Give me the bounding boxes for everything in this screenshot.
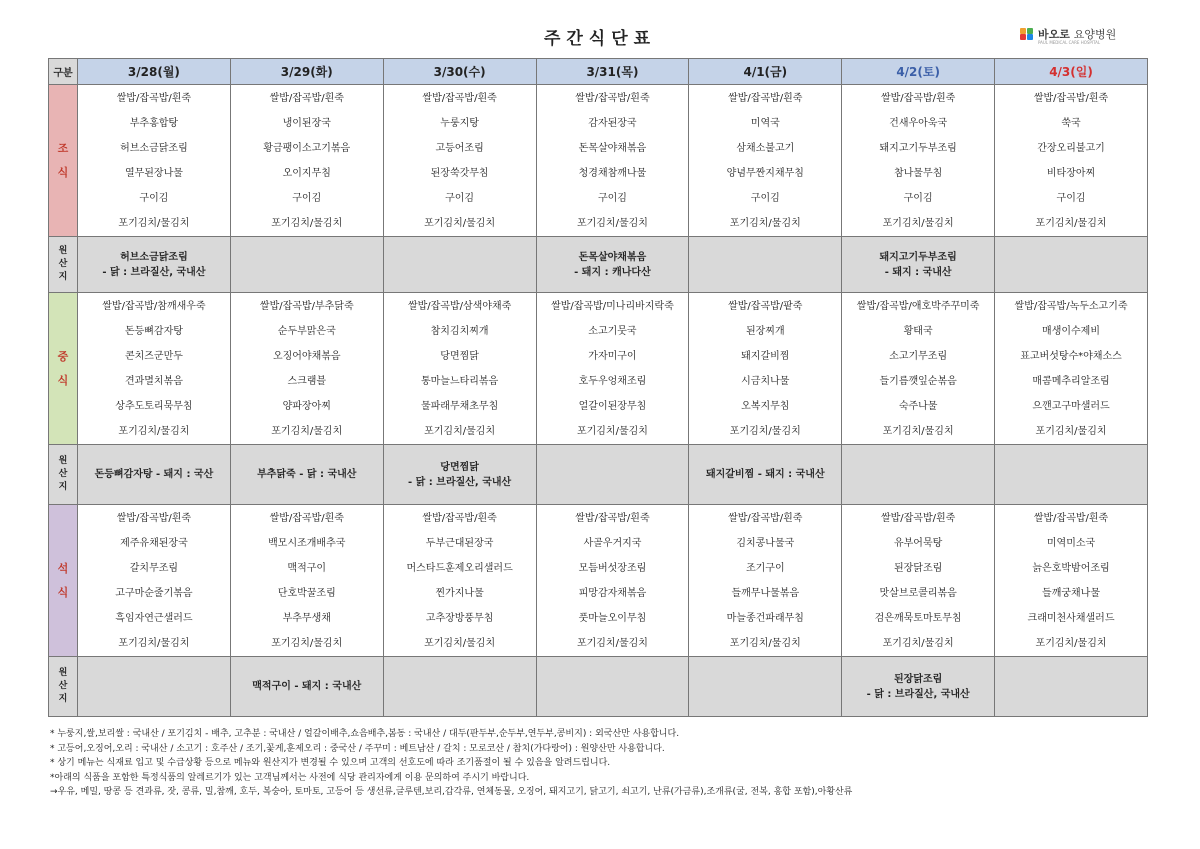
origin-cell (842, 657, 995, 717)
day-header-sun: 4/3(일) (995, 59, 1148, 85)
menu-item: 포기김치/물김치 (271, 638, 343, 649)
origin-line: - 닭 : 브라질산, 국내산 (102, 266, 206, 278)
lunch-cell (842, 293, 995, 445)
lunch-cell (78, 293, 231, 445)
menu-item: 당면찜닭 (440, 351, 479, 362)
origin-line: 부추닭죽 - 닭 : 국내산 (257, 469, 357, 480)
footnote: * 고등어,오징어,오리 : 국내산 / 소고기 : 호주산 / 조기,꽃게,훈제오리 : 중국산 / 주꾸미 : 베트남산 / 갈치 : 모로코산 / 참치(가다랑어) : 원양산만 사용합니다. (50, 743, 665, 754)
menu-item: 호두우엉채조림 (578, 376, 647, 387)
menu-item: 포기김치/물김치 (424, 426, 496, 437)
breakfast-cell (536, 85, 689, 237)
menu-item: 포기김치/물김치 (576, 218, 648, 229)
logo-tagline: PAUL MEDICAL CARE HOSPITAL (1038, 40, 1101, 45)
menu-item: 쌀밥/잡곡밥/흰죽 (116, 93, 192, 104)
menu-item: 쌀밥/잡곡밥/흰죽 (728, 93, 803, 104)
menu-item: 쌀밥/잡곡밥/흰죽 (422, 513, 497, 524)
menu-item: 부추홍합탕 (129, 118, 179, 129)
menu-item: 쌀밥/잡곡밥/흰죽 (880, 513, 956, 524)
menu-item: 비타장아찌 (1046, 168, 1096, 179)
menu-item: 두부근대된장국 (425, 538, 494, 549)
dinner-origin-row (49, 657, 1148, 717)
menu-item: 마늘종건파래무침 (726, 613, 804, 624)
origin-cell (383, 657, 536, 717)
origin-cell (689, 237, 842, 293)
lunch-cell (536, 293, 689, 445)
origin-line: - 닭 : 브라질산, 국내산 (408, 476, 512, 488)
menu-item: 포기김치/물김치 (882, 638, 954, 649)
origin-cell (230, 237, 383, 293)
menu-item: 얼갈이된장무침 (578, 401, 647, 412)
menu-item: 된장닭조림 (893, 563, 943, 574)
origin-cell (78, 237, 231, 293)
day-header-mon: 3/28(월) (78, 59, 231, 85)
lunch-cell (230, 293, 383, 445)
footnote: * 누룽지,쌀,보리쌀 : 국내산 / 포기김치 - 배추, 고추분 : 국내산 / 얼갈이배추,쇼음배추,봄동 : 국내산 / 대두(판두부,순두부,연두부,콩비지) : 외국산만 사용합니다. (50, 729, 680, 739)
menu-item: 쌀밥/잡곡밥/흰죽 (269, 513, 344, 524)
menu-item: 소고기뭇국 (588, 326, 637, 337)
menu-item: 포기김치/물김치 (729, 426, 801, 437)
menu-item: 쌀밥/잡곡밥/흰죽 (1033, 93, 1109, 104)
dinner-cell (230, 505, 383, 657)
origin-line: - 돼지 : 캐나다산 (574, 266, 651, 278)
origin-cell (995, 445, 1148, 505)
origin-cell (689, 657, 842, 717)
menu-item: 크래미천사채샐러드 (1027, 613, 1115, 624)
menu-item: 들깨궁채나물 (1042, 588, 1101, 599)
lunch-label (49, 293, 78, 445)
menu-item: 통마늘느타리볶음 (420, 376, 499, 387)
menu-item: 피망감자채볶음 (578, 588, 647, 599)
menu-item: 쌀밥/잡곡밥/흰죽 (728, 513, 803, 524)
menu-item: 유부어묵탕 (893, 538, 943, 549)
menu-item: 쌀밥/잡곡밥/미나리바지락죽 (551, 301, 674, 312)
menu-item: 김치콩나물국 (736, 538, 795, 549)
logo-mark-icon (1020, 28, 1034, 40)
menu-item: 쌀밥/잡곡밥/삼색야채죽 (407, 301, 512, 312)
meal-label-char: 식 (57, 165, 69, 179)
menu-item: 냉이된장국 (282, 118, 331, 129)
menu-item: 포기김치/물김치 (1035, 426, 1107, 437)
day-header-thu: 3/31(목) (536, 59, 689, 85)
menu-item: 간장오리불고기 (1037, 143, 1105, 154)
meal-label-char: 지 (58, 482, 68, 492)
origin-cell (230, 445, 383, 505)
origin-label (49, 657, 78, 717)
origin-cell (995, 657, 1148, 717)
menu-item: 부추무생채 (282, 613, 331, 624)
menu-item: 가자미구이 (588, 351, 637, 362)
menu-item: 맛살브로콜리볶음 (879, 588, 957, 599)
dinner-cell (995, 505, 1148, 657)
menu-item: 포기김치/물김치 (1035, 638, 1107, 649)
origin-cell (78, 657, 231, 717)
origin-line: 맥적구이 - 돼지 : 국내산 (252, 681, 362, 692)
menu-item: 제주유채된장국 (120, 538, 188, 549)
menu-item: 미역미소국 (1046, 538, 1096, 549)
meal-label-char: 조 (57, 141, 69, 155)
menu-item: 포기김치/물김치 (118, 638, 190, 649)
menu-item: 쌀밥/잡곡밥/녹두소고기죽 (1014, 301, 1128, 312)
lunch-cell (383, 293, 536, 445)
menu-item: 구이김 (445, 193, 475, 204)
logo-name: 바오로 요양병원 (1038, 28, 1117, 41)
menu-item: 포기김치/물김치 (729, 638, 801, 649)
breakfast-cell (842, 85, 995, 237)
origin-cell (842, 445, 995, 505)
menu-item: 쌀밥/잡곡밥/흰죽 (269, 93, 344, 104)
menu-item: 미역국 (750, 118, 780, 129)
footnote: →우유, 메밀, 땅콩 등 견과류, 잣, 콩류, 밀,참깨, 호두, 복숭아, 토마토, 고등어 등 생선류,글루텐,보리,갑각류, 연체동물, 오징어, 돼지고기, 닭고기, 쇠고기, 난류(가금류),조개류(굴, 전복, 홍합 포함),아황산류 (50, 787, 853, 798)
origin-line: 돈목살야채볶음 (578, 251, 647, 263)
origin-line: 돼지고기두부조림 (879, 251, 957, 263)
menu-item: 된장찌개 (745, 326, 785, 337)
menu-item: 포기김치/물김치 (576, 426, 648, 437)
origin-cell (536, 445, 689, 505)
menu-item: 맥적구이 (287, 563, 327, 574)
day-header-fri: 4/1(금) (689, 59, 842, 85)
menu-item: 참나물무침 (893, 168, 943, 179)
breakfast-cell (383, 85, 536, 237)
menu-item: 포기김치/물김치 (1035, 218, 1107, 229)
meal-label-char: 식 (57, 373, 69, 387)
menu-item: 구이김 (1056, 193, 1086, 204)
menu-item: 쌀밥/잡곡밥/흰죽 (880, 93, 956, 104)
breakfast-cell (230, 85, 383, 237)
menu-item: 오징어야채볶음 (272, 351, 341, 362)
menu-item: 쌀밥/잡곡밥/흰죽 (422, 93, 497, 104)
origin-cell (842, 237, 995, 293)
menu-item: 모듬버섯장조림 (578, 563, 647, 574)
menu-item: 돈등뼈감자탕 (124, 326, 183, 337)
day-header-sat: 4/2(토) (842, 59, 995, 85)
meal-label-char: 중 (57, 349, 69, 363)
menu-item: 고추장방풍무침 (425, 613, 494, 624)
day-header-wed: 3/30(수) (383, 59, 536, 85)
lunch-cell (689, 293, 842, 445)
menu-item: 포기김치/물김치 (882, 426, 954, 437)
menu-item: 들기름깻잎순볶음 (879, 376, 957, 387)
breakfast-cell (689, 85, 842, 237)
menu-item: 돼지갈비찜 (741, 351, 790, 362)
menu-item: 건새우아욱국 (889, 118, 948, 129)
dinner-cell (383, 505, 536, 657)
menu-item: 쌀밥/잡곡밥/흰죽 (1033, 513, 1109, 524)
meal-label-char: 식 (57, 585, 69, 599)
menu-item: 콘치즈군만두 (124, 351, 183, 362)
menu-item: 들깨무나물볶음 (731, 588, 800, 599)
menu-item: 매생이수제비 (1042, 326, 1101, 337)
origin-line: - 돼지 : 국내산 (884, 266, 952, 278)
menu-item: 포기김치/물김치 (271, 218, 343, 229)
breakfast-label (49, 85, 78, 237)
breakfast-row (49, 85, 1148, 237)
menu-item: 상추도토리묵무침 (115, 401, 193, 412)
origin-line: 돈등뼈감자탕 - 돼지 : 국산 (94, 469, 214, 480)
menu-item: 스크램블 (287, 376, 327, 387)
menu-item: 누룽지탕 (440, 118, 479, 129)
menu-item: 소고기무조림 (889, 351, 948, 362)
menu-item: 고등어조림 (435, 143, 484, 154)
menu-item: 시금치나물 (741, 376, 790, 387)
menu-item: 쌀밥/잡곡밥/참깨새우죽 (102, 301, 206, 312)
menu-item: 열무된장나물 (124, 168, 183, 179)
menu-item: 쌀밥/잡곡밥/흰죽 (116, 513, 192, 524)
menu-item: 쌀밥/잡곡밥/애호박주꾸미죽 (856, 301, 980, 312)
origin-line: 허브소금닭조림 (120, 251, 188, 263)
menu-item: 구이김 (292, 193, 322, 204)
menu-item: 양념무짠지채무침 (726, 168, 804, 179)
menu-item: 구이김 (139, 193, 169, 204)
menu-item: 표고버섯탕수*야채소스 (1020, 351, 1122, 362)
origin-cell (78, 445, 231, 505)
menu-item: 감자된장국 (588, 118, 637, 129)
breakfast-cell (995, 85, 1148, 237)
menu-item: 포기김치/물김치 (271, 426, 343, 437)
meal-label-char: 지 (58, 694, 68, 704)
menu-item: 찐가지나물 (435, 588, 484, 599)
footnote: *아래의 식품을 포함한 특정식품의 알레르기가 있는 고객님께서는 사전에 식당 관리자에게 이용 문의하여 주시기 바랍니다. (50, 772, 530, 783)
page-title: 주간식단표 (543, 29, 657, 49)
origin-label (49, 445, 78, 505)
menu-item: 포기김치/물김치 (882, 218, 954, 229)
lunch-origin-row (49, 445, 1148, 505)
menu-item: 양파장아찌 (282, 401, 331, 412)
menu-item: 쌀밥/잡곡밥/부추닭죽 (259, 301, 354, 312)
breakfast-origin-row (49, 237, 1148, 293)
menu-item: 고구마순줄기볶음 (115, 588, 193, 599)
menu-item: 구이김 (597, 193, 627, 204)
menu-item: 쌀밥/잡곡밥/팥죽 (728, 301, 803, 312)
dinner-cell (842, 505, 995, 657)
origin-cell (995, 237, 1148, 293)
menu-item: 풋마늘오이무침 (578, 613, 647, 624)
origin-cell (536, 657, 689, 717)
origin-line: 된장닭조림 (893, 673, 943, 685)
dinner-cell (78, 505, 231, 657)
dinner-label (49, 505, 78, 657)
menu-item: 머스타드훈제오리샐러드 (406, 563, 513, 574)
origin-cell (383, 237, 536, 293)
menu-item: 포기김치/물김치 (576, 638, 648, 649)
meal-label-char: 원 (58, 668, 68, 678)
menu-item: 포기김치/물김치 (729, 218, 801, 229)
meal-label-char: 산 (58, 259, 68, 269)
menu-item: 오이지무침 (282, 168, 331, 179)
menu-item: 포기김치/물김치 (424, 638, 496, 649)
menu-item: 된장쑥갓무침 (430, 168, 489, 179)
menu-item: 매콤메추리알조림 (1032, 376, 1110, 387)
menu-item: 쌀밥/잡곡밥/흰죽 (575, 513, 650, 524)
origin-line: 돼지갈비찜 - 돼지 : 국내산 (705, 469, 825, 480)
menu-item: 단호박꿀조림 (277, 588, 336, 599)
menu-item: 조기구이 (745, 563, 785, 574)
lunch-row (49, 293, 1148, 445)
menu-item: 쌀밥/잡곡밥/흰죽 (575, 93, 650, 104)
day-header-tue: 3/29(화) (230, 59, 383, 85)
menu-item: 구이김 (750, 193, 780, 204)
footnotes (50, 727, 1150, 800)
menu-item: 갈치무조림 (129, 563, 179, 574)
origin-cell (536, 237, 689, 293)
menu-item: 흑임자연근샐러드 (115, 613, 193, 624)
menu-item: 물파래무채초무침 (420, 401, 499, 412)
meal-label-char: 지 (58, 272, 68, 282)
menu-item: 숙주나물 (898, 401, 938, 412)
menu-item: 허브소금닭조림 (120, 143, 188, 154)
menu-item: 순두부맑은국 (277, 326, 336, 337)
meal-label-char: 산 (58, 469, 68, 479)
dinner-row (49, 505, 1148, 657)
menu-item: 늙은호박밤어조림 (1032, 563, 1110, 574)
breakfast-cell (78, 85, 231, 237)
menu-item: 쑥국 (1061, 118, 1081, 129)
origin-label (49, 237, 78, 293)
weekly-menu-table (48, 58, 1148, 717)
origin-cell (689, 445, 842, 505)
menu-item: 오복지무침 (741, 401, 790, 412)
menu-item: 돼지고기두부조림 (879, 143, 957, 154)
menu-item: 구이김 (903, 193, 933, 204)
menu-item: 청경채참깨나물 (578, 168, 647, 179)
menu-item: 포기김치/물김치 (424, 218, 496, 229)
meal-label-char: 산 (58, 681, 68, 691)
corner-label: 구분 (49, 59, 78, 85)
menu-item: 사골우거지국 (583, 538, 642, 549)
menu-item: 포기김치/물김치 (118, 218, 190, 229)
dinner-cell (536, 505, 689, 657)
footnote: * 상기 메뉴는 식재료 입고 및 수급상황 등으로 메뉴와 원산지가 변경될 수 있으며 고객의 선호도에 따라 조기품절이 될 수 있음을 알려드립니다. (50, 758, 611, 769)
menu-item: 황태국 (903, 326, 933, 337)
menu-item: 견과멸치볶음 (124, 376, 183, 387)
origin-line: - 닭 : 브라질산, 국내산 (866, 688, 970, 700)
dinner-cell (689, 505, 842, 657)
menu-item: 백모시조개배추국 (268, 538, 346, 549)
meal-label-char: 석 (57, 561, 69, 575)
menu-item: 으깬고구마샐러드 (1032, 401, 1110, 412)
meal-label-char: 원 (58, 246, 68, 256)
menu-item: 포기김치/물김치 (118, 426, 190, 437)
header-row (49, 59, 1148, 85)
menu-item: 돈목살야채볶음 (578, 143, 647, 154)
menu-item: 삼채소불고기 (736, 143, 795, 154)
menu-item: 참치김치찌개 (430, 326, 489, 337)
origin-cell (383, 445, 536, 505)
menu-item: 황금팽이소고기볶음 (263, 143, 351, 154)
origin-line: 당면찜닭 (440, 461, 479, 473)
menu-item: 검은깨묵토마토무침 (874, 613, 962, 624)
lunch-cell (995, 293, 1148, 445)
origin-cell (230, 657, 383, 717)
hospital-logo (1020, 26, 1117, 45)
meal-label-char: 원 (58, 456, 68, 466)
